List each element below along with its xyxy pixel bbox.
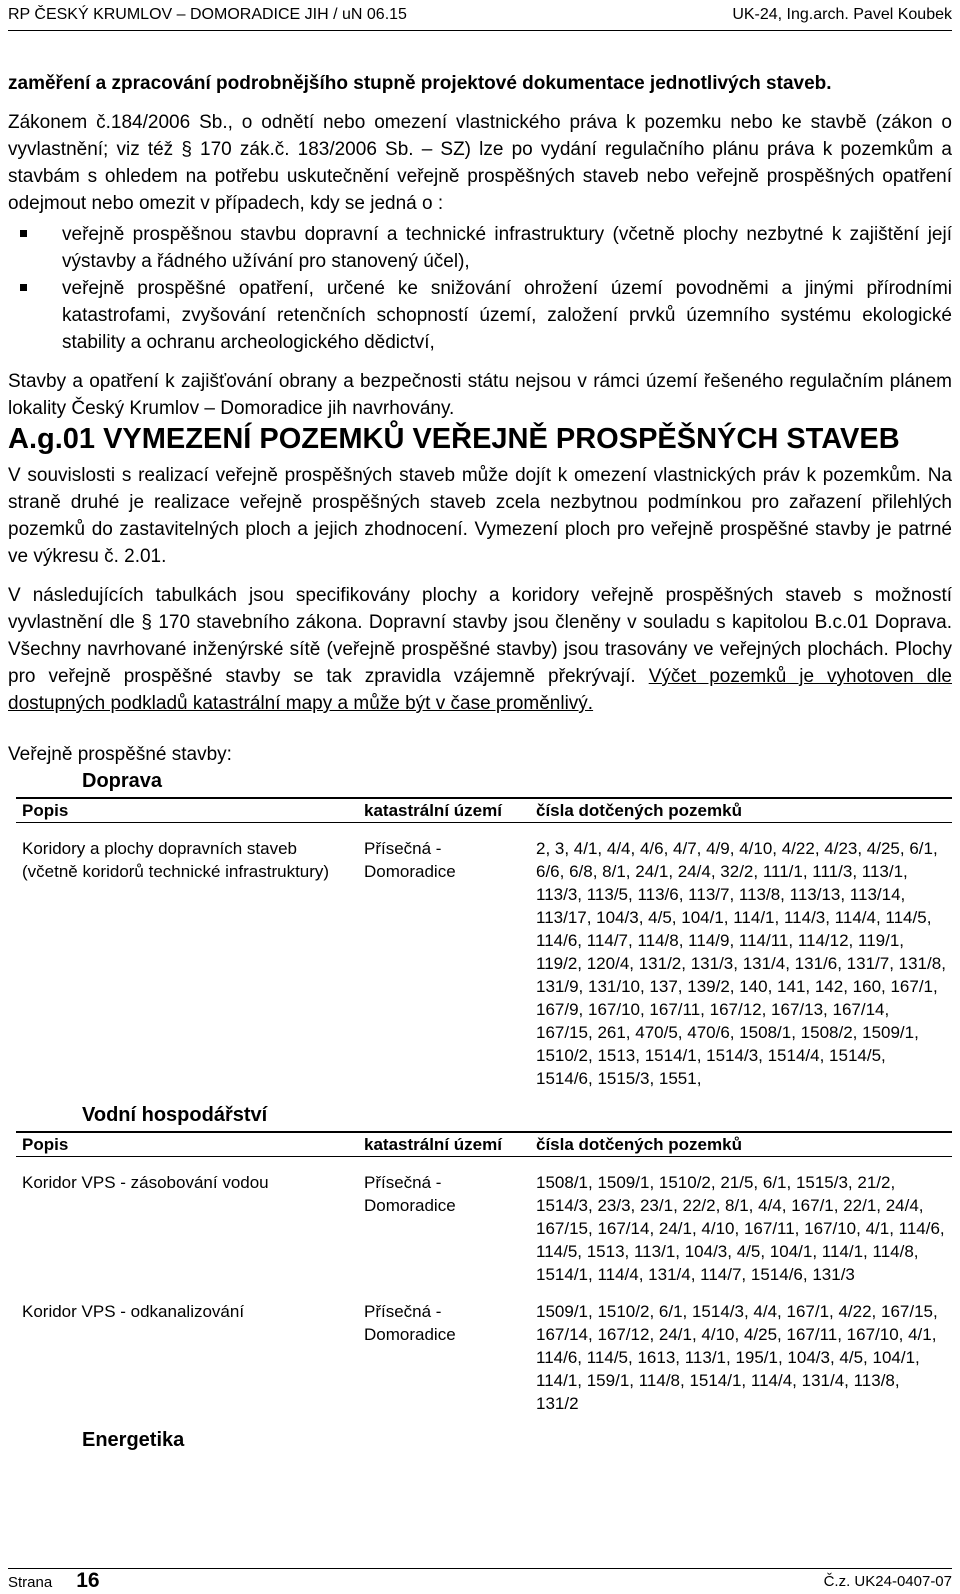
cell-parcely: 2, 3, 4/1, 4/4, 4/6, 4/7, 4/9, 4/10, 4/22, 4/23, 4/25, 6/1, 6/6, 6/8, 8/1, 24/1, 24/4, 32/2, 111/1, 111/3, 113/1, 113/3, 113/5, 113/6, 113/7, 113/8, 113/13, 113/14, 113/17, 104/3, 4/5, 104/1, 114/1, 114/3, 114/4, 114/5, 114/6, 114/7, 114/8, 114/9, 114/11, 114/12, 119/1, 119/2, 120/4, 131/2, 131/3, 131/4, 131/6, 131/7, 131/8, 131/9, 131/10, 137, 139/2, 140, 141, 142, 160, 167/1, 167/9, 167/10, 167/11, 167/12, 167/13, 167/14, 167/15, 261, 470/5, 470/6, 1508/1, 1508/2, 1509/1, 1510/2, 1513, 1514/1, 1514/3, 1514/4, 1514/5, 1514/6, 1515/3, 1551,	[536, 839, 946, 1088]
table-doprava	[16, 797, 952, 1090]
cell-parcely: 1509/1, 1510/2, 6/1, 1514/3, 4/4, 167/1, 4/22, 167/15, 167/14, 167/12, 24/1, 4/10, 4/25, 167/11, 167/10, 4/1, 114/6, 114/5, 1613, 113/1, 195/1, 104/3, 4/5, 104/1, 114/1, 159/1, 114/8, 1514/1, 114/4, 131/4, 113/8, 131/2	[536, 1302, 938, 1413]
paragraph-law: Zákonem č.184/2006 Sb., o odnětí nebo omezení vlastnického práva k pozemku nebo ke stavbě (zákon o vyvlastnění; viz též § 170 zák.č. 183/2006 Sb. – SZ) lze po vydání regulačního plánu práva k pozemkům a stavbám s ohledem na potřebu uskutečnění veřejně prospěšných staveb nebo veřejně prospěšných opatření odejmout nebo omezit v případech, kdy se jedná o :	[8, 112, 952, 214]
table-row	[16, 1300, 952, 1415]
column-header: Popis	[16, 1132, 358, 1157]
cell-popis: Koridor VPS - zásobování vodou	[22, 1173, 269, 1192]
table-header	[16, 1132, 952, 1157]
column-header: čísla dotčených pozemků	[530, 1132, 952, 1157]
column-header: katastrální území	[358, 798, 530, 823]
cell-popis: Koridor VPS - odkanalizování	[22, 1302, 245, 1321]
cell-ku: Přísečná - Domoradice	[364, 839, 456, 881]
header-right: UK-24, Ing.arch. Pavel Koubek	[732, 6, 952, 23]
square-bullet-icon	[20, 230, 27, 237]
list-item: veřejně prospěšnou stavbu dopravní a technické infrastruktury (včetně plochy nezbytné k zajištění její výstavby a řádného užívání pro stanovený účel),	[8, 221, 952, 275]
paragraph-tables: V následujících tabulkách jsou specifikovány plochy a koridory veřejně prospěšných staveb s možností vyvlastnění dle § 170 stavebního zákona. Dopravní stavby jsou členěny v souladu s kapitolou B.c.01 Doprava. Všechny navrhované inženýrské sítě (veřejně prospěšné stavby) jsou trasovány ve veřejných plochách. Plochy pro veřejně prospěšné stavby se tak zpravidla vzájemně překrývají. Výčet pozemků je vyhotoven dle dostupných podkladů katastrální mapy a může být v čase proměnlivý.	[8, 585, 952, 714]
footer-page: Strana 16	[8, 1569, 100, 1592]
cell-ku: Přísečná - Domoradice	[364, 1302, 456, 1344]
page-footer	[8, 1568, 952, 1593]
paragraph-defense: Stavby a opatření k zajišťování obrany a bezpečnosti státu nejsou v rámci území řešeného regulačním plánem lokality Český Krumlov – Domoradice jih navrhovány.	[8, 371, 952, 419]
vps-label: Veřejně prospěšné stavby:	[8, 744, 232, 765]
footer-ref: Č.z. UK24-0407-07	[823, 1572, 952, 1590]
section-heading: A.g.01 VYMEZENÍ POZEMKŮ VEŘEJNĚ PROSPĚŠNÝCH STAVEB	[8, 423, 900, 455]
page-body	[8, 70, 952, 1452]
cell-parcely: 1508/1, 1509/1, 1510/2, 21/5, 6/1, 1515/3, 21/2, 1514/3, 23/3, 23/1, 22/2, 8/1, 4/4, 167/1, 22/1, 24/4, 167/15, 167/14, 24/1, 4/10, 167/11, 167/10, 4/1, 114/6, 114/5, 1513, 113/1, 104/3, 4/5, 104/1, 114/1, 114/8, 1514/1, 114/4, 131/4, 114/7, 1514/6, 131/3	[536, 1173, 945, 1284]
square-bullet-icon	[20, 284, 27, 291]
column-header: čísla dotčených pozemků	[530, 798, 952, 823]
paragraph-intro: zaměření a zpracování podrobnějšího stupně projektové dokumentace jednotlivých staveb.	[8, 73, 832, 94]
paragraph-context: V souvislosti s realizací veřejně prospěšných staveb může dojít k omezení vlastnických práv k pozemkům. Na straně druhé je realizace veřejně prospěšných staveb zcela nezbytnou podmínkou pro zařazení přilehlých pozemků do zastavitelných ploch a jejich zhodnocení. Vymezení ploch pro veřejně prospěšné stavby je patrné ve výkresu č. 2.01.	[8, 465, 952, 567]
table-row	[16, 1171, 952, 1286]
table-row	[16, 837, 952, 1090]
header-left: RP ČESKÝ KRUMLOV – DOMORADICE JIH / uN 06.15	[8, 6, 407, 23]
table-title-energetika: Energetika	[82, 1429, 185, 1451]
table-title-vodni: Vodní hospodářství	[82, 1104, 268, 1126]
table-title-doprava: Doprava	[82, 770, 163, 792]
table-vodni	[16, 1131, 952, 1415]
column-header: katastrální území	[358, 1132, 530, 1157]
bullet-list	[8, 221, 952, 356]
page-header	[8, 6, 952, 31]
page-number: 16	[76, 1569, 100, 1592]
cell-popis: Koridory a plochy dopravních staveb (včetně koridorů technické infrastruktury)	[22, 839, 330, 881]
cell-ku: Přísečná - Domoradice	[364, 1173, 456, 1215]
column-header: Popis	[16, 798, 358, 823]
table-header	[16, 798, 952, 823]
list-item: veřejně prospěšné opatření, určené ke snižování ohrožení území povodněmi a jinými přírodními katastrofami, zvyšování retenčních schopností území, založení prvků územního systému ekologické stability a ochranu archeologického dědictví,	[8, 275, 952, 356]
